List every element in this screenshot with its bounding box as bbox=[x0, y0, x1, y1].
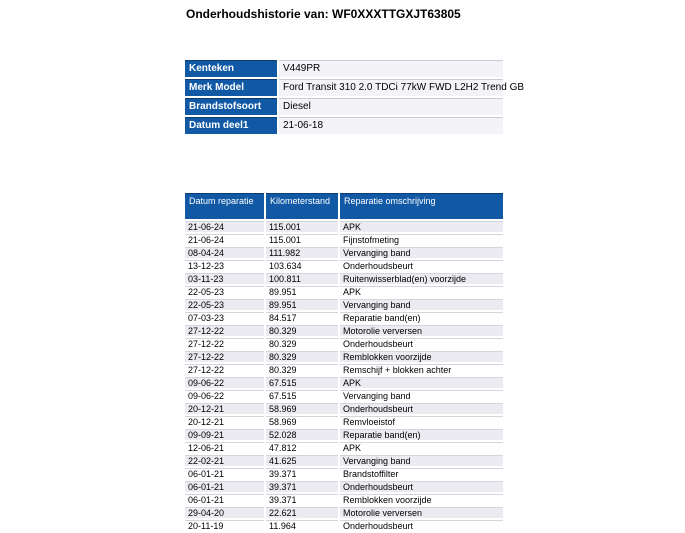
odometer-cell: 58.969 bbox=[266, 416, 338, 427]
odometer-cell: 58.969 bbox=[266, 403, 338, 414]
vehicle-info-row bbox=[185, 79, 503, 96]
repair-date-cell: 22-05-23 bbox=[185, 299, 264, 310]
column-header-description: Reparatie omschrijving bbox=[340, 193, 503, 219]
repair-date-cell: 06-01-21 bbox=[185, 481, 264, 492]
table-row bbox=[185, 351, 503, 362]
vehicle-info-row bbox=[185, 98, 503, 115]
repair-date-cell: 09-06-22 bbox=[185, 377, 264, 388]
odometer-cell: 39.371 bbox=[266, 468, 338, 479]
history-body bbox=[185, 221, 503, 531]
repair-date-cell: 27-12-22 bbox=[185, 338, 264, 349]
odometer-cell: 67.515 bbox=[266, 377, 338, 388]
field-label: Datum deel1 bbox=[185, 117, 277, 134]
repair-date-cell: 22-02-21 bbox=[185, 455, 264, 466]
description-cell: Ruitenwisserblad(en) voorzijde bbox=[340, 273, 503, 284]
odometer-cell: 89.951 bbox=[266, 299, 338, 310]
field-label: Merk Model bbox=[185, 79, 277, 96]
odometer-cell: 47.812 bbox=[266, 442, 338, 453]
table-row bbox=[185, 429, 503, 440]
description-cell: APK bbox=[340, 286, 503, 297]
table-row bbox=[185, 364, 503, 375]
table-row bbox=[185, 260, 503, 271]
repair-date-cell: 08-04-24 bbox=[185, 247, 264, 258]
description-cell: Motorolie verversen bbox=[340, 325, 503, 336]
field-label: Kenteken bbox=[185, 60, 277, 77]
odometer-cell: 80.329 bbox=[266, 338, 338, 349]
table-row bbox=[185, 455, 503, 466]
description-cell: Onderhoudsbeurt bbox=[340, 403, 503, 414]
description-cell: Onderhoudsbeurt bbox=[340, 338, 503, 349]
description-cell: Onderhoudsbeurt bbox=[340, 520, 503, 531]
table-row bbox=[185, 273, 503, 284]
odometer-cell: 89.951 bbox=[266, 286, 338, 297]
field-label: Brandstofsoort bbox=[185, 98, 277, 115]
description-cell: Fijnstofmeting bbox=[340, 234, 503, 245]
repair-date-cell: 21-06-24 bbox=[185, 234, 264, 245]
description-cell: Remblokken voorzijde bbox=[340, 351, 503, 362]
description-cell: APK bbox=[340, 377, 503, 388]
odometer-cell: 84.517 bbox=[266, 312, 338, 323]
table-row bbox=[185, 442, 503, 453]
description-cell: APK bbox=[340, 221, 503, 232]
table-row bbox=[185, 299, 503, 310]
odometer-cell: 80.329 bbox=[266, 325, 338, 336]
table-row bbox=[185, 221, 503, 232]
odometer-cell: 80.329 bbox=[266, 351, 338, 362]
repair-date-cell: 20-12-21 bbox=[185, 403, 264, 414]
repair-date-cell: 07-03-23 bbox=[185, 312, 264, 323]
field-value: 21-06-18 bbox=[279, 117, 503, 134]
description-cell: Vervanging band bbox=[340, 299, 503, 310]
description-cell: Remblokken voorzijde bbox=[340, 494, 503, 505]
table-row bbox=[185, 234, 503, 245]
odometer-cell: 11.964 bbox=[266, 520, 338, 531]
odometer-cell: 41.625 bbox=[266, 455, 338, 466]
odometer-cell: 52.028 bbox=[266, 429, 338, 440]
repair-date-cell: 21-06-24 bbox=[185, 221, 264, 232]
table-row bbox=[185, 377, 503, 388]
table-row bbox=[185, 312, 503, 323]
description-cell: Vervanging band bbox=[340, 247, 503, 258]
odometer-cell: 103.634 bbox=[266, 260, 338, 271]
repair-date-cell: 06-01-21 bbox=[185, 494, 264, 505]
vehicle-info-table bbox=[183, 58, 525, 136]
odometer-cell: 111.982 bbox=[266, 247, 338, 258]
vehicle-info-body bbox=[185, 60, 525, 134]
repair-date-cell: 12-06-21 bbox=[185, 442, 264, 453]
repair-date-cell: 09-06-22 bbox=[185, 390, 264, 401]
table-row bbox=[185, 403, 503, 414]
repair-date-cell: 06-01-21 bbox=[185, 468, 264, 479]
table-row bbox=[185, 416, 503, 427]
odometer-cell: 80.329 bbox=[266, 364, 338, 375]
odometer-cell: 39.371 bbox=[266, 481, 338, 492]
table-row bbox=[185, 481, 503, 492]
table-row bbox=[185, 286, 503, 297]
description-cell: Vervanging band bbox=[340, 455, 503, 466]
repair-date-cell: 20-11-19 bbox=[185, 520, 264, 531]
repair-date-cell: 20-12-21 bbox=[185, 416, 264, 427]
table-row bbox=[185, 338, 503, 349]
repair-date-cell: 27-12-22 bbox=[185, 351, 264, 362]
table-row bbox=[185, 468, 503, 479]
table-row bbox=[185, 520, 503, 531]
table-row bbox=[185, 494, 503, 505]
vehicle-info-row bbox=[185, 117, 503, 134]
vehicle-info-row bbox=[185, 60, 503, 77]
table-row bbox=[185, 247, 503, 258]
repair-date-cell: 09-09-21 bbox=[185, 429, 264, 440]
table-row bbox=[185, 507, 503, 518]
description-cell: APK bbox=[340, 442, 503, 453]
description-cell: Onderhoudsbeurt bbox=[340, 260, 503, 271]
repair-date-cell: 27-12-22 bbox=[185, 364, 264, 375]
repair-date-cell: 13-12-23 bbox=[185, 260, 264, 271]
table-row bbox=[185, 390, 503, 401]
field-value: Diesel bbox=[279, 98, 503, 115]
maintenance-history-table bbox=[183, 191, 505, 533]
description-cell: Vervanging band bbox=[340, 390, 503, 401]
history-header-row bbox=[185, 193, 503, 219]
table-row bbox=[185, 325, 503, 336]
description-cell: Motorolie verversen bbox=[340, 507, 503, 518]
odometer-cell: 115.001 bbox=[266, 221, 338, 232]
description-cell: Remschijf + blokken achter bbox=[340, 364, 503, 375]
description-cell: Reparatie band(en) bbox=[340, 429, 503, 440]
odometer-cell: 39.371 bbox=[266, 494, 338, 505]
description-cell: Brandstoffilter bbox=[340, 468, 503, 479]
repair-date-cell: 03-11-23 bbox=[185, 273, 264, 284]
odometer-cell: 100.811 bbox=[266, 273, 338, 284]
odometer-cell: 67.515 bbox=[266, 390, 338, 401]
column-header-odometer: Kilometerstand bbox=[266, 193, 338, 219]
repair-date-cell: 22-05-23 bbox=[185, 286, 264, 297]
field-value: V449PR bbox=[279, 60, 503, 77]
repair-date-cell: 27-12-22 bbox=[185, 325, 264, 336]
odometer-cell: 22.621 bbox=[266, 507, 338, 518]
description-cell: Onderhoudsbeurt bbox=[340, 481, 503, 492]
description-cell: Reparatie band(en) bbox=[340, 312, 503, 323]
repair-date-cell: 29-04-20 bbox=[185, 507, 264, 518]
odometer-cell: 115.001 bbox=[266, 234, 338, 245]
field-value: Ford Transit 310 2.0 TDCi 77kW FWD L2H2 Trend GB bbox=[279, 79, 503, 96]
column-header-repair-date: Datum reparatie bbox=[185, 193, 264, 219]
page-title: Onderhoudshistorie van: WF0XXXTTGXJT63805 bbox=[186, 7, 461, 21]
description-cell: Remvloeistof bbox=[340, 416, 503, 427]
